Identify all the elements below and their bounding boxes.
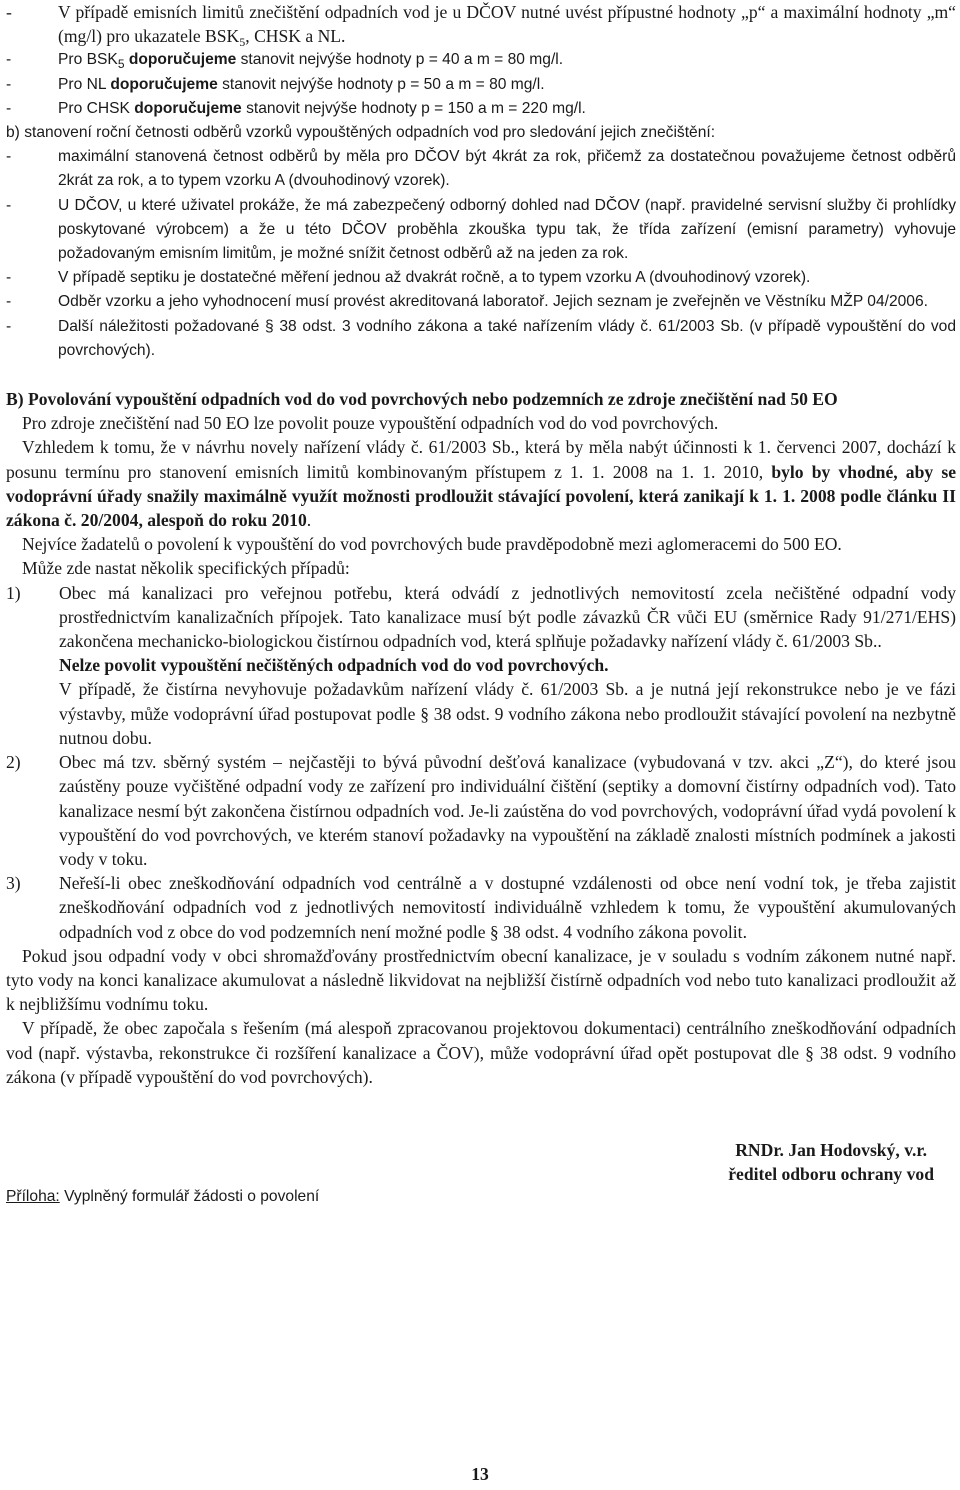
case-1-text: Obec má kanalizaci pro veřejnou potřebu, která odvádí z jednotlivých nemovitostí zcela nečištěné odpadní vody prostřednictvím kanalizačních přípojek. Tato kanalizace musí být podle závazků ČR vůči EU (směrnice Rady 91/271/EHS) zakončena mechanicko-biologickou čistírnou odpadních vod, která splňuje požadavky nařízení vlády č. 61/2003 Sb.. [59,582,956,652]
list-item [6,750,956,871]
bsk-recommendation: Pro $BSK_5$ doporučujeme stanovit nejvýše hodnoty p = 40 a m = 80 mg/l. [58,51,564,72]
list-item [6,48,956,72]
list-item [6,315,956,363]
list-item [6,0,956,48]
case-3-text: Neřeší-li obec zneškodňování odpadních vod centrálně a v dostupné vzdálenosti od obce není vodní tok, je třeba zajistit zneškodňování odpadních vod z jednotlivých nemovitostí individuálně vzhledem k tomu, že vypouštění akumulovaných odpadních vod z obce do vod podzemních není možné podle § 38 odst. 4 vodního zákona povolit. [59,873,956,942]
list-item [6,73,956,97]
requirements-text: Další náležitosti požadované § 38 odst. 3 vodního zákona a také nařízením vlády č. 61/2003 Sb. (v případě vypouštění do vod povrchových). [58,317,956,359]
bullet-dash: - [6,75,12,93]
list-item [6,871,956,944]
paragraph: Pro zdroje znečištění nad 50 EO lze povolit pouze vypouštění odpadních vod do vod povrchových. [22,413,719,434]
list-number: 2) [6,752,21,773]
bullet-dash: - [6,148,12,166]
page-number: 13 [471,1464,489,1484]
attachment-label: Příloha: [6,1188,60,1205]
document-page [6,0,956,1490]
spacer [6,363,956,387]
signatory-name: RNDr. Jan Hodovský, v.r. [735,1140,928,1160]
section-b-heading: b) stanovení roční četnosti odběrů vzorků vypouštěných odpadních vod pro sledování jejich znečištění: [6,124,716,142]
list-item [6,266,956,290]
section-B-title: B) Povolování vypouštění odpadních vod do vod povrchových nebo podzemních ze zdroje znečištění nad 50 EO [6,389,838,410]
chsk-recommendation: Pro CHSK doporučujeme stanovit nejvýše hodnoty p = 150 a m = 220 mg/l. [58,99,586,117]
list-item [6,290,956,314]
paragraph: Nejvíce žadatelů o povolení k vypouštění do vod povrchových bude pravděpodobně mezi aglomeracemi do 500 EO. [22,534,842,555]
case-1-bold: Nelze povolit vypouštění nečištěných odpadních vod do vod povrchových. [59,655,609,676]
list-item [6,194,956,267]
paragraph: Může zde nastat několik specifických případů: [22,558,350,579]
signatory-role: ředitel odboru ochrany vod [728,1164,934,1184]
list-item [6,145,956,193]
paragraph: Vzhledem k tomu, že v návrhu novely nařízení vlády č. 61/2003 Sb., která by měla nabýt účinnosti k 1. červenci 2007, dochází k posunu termínu pro stanovení emisních limitů kombinovaným přístupem z 1. 1. 2008 na 1. 1. 2010, bylo by vhodné, aby se vodoprávní úřady snažily maximálně využít možnosti prodloužit stávající povolení, která zanikají k 1. 1. 2008 podle článku II zákona č. 20/2004, alespoň do roku 2010. [6,437,957,531]
list-number: 1) [6,582,21,603]
septic-text: V případě septiku je dostatečné měření jednou až dvakrát ročně, a to typem vzorku A (dvouhodinový vzorek). [58,269,811,287]
list-item [6,97,956,121]
bullet-dash: - [6,99,12,117]
list-number: 3) [6,873,21,894]
supervision-text: U DČOV, u které uživatel prokáže, že má zabezpečený odborný dohled nad DČOV (např. pravidelné servisní služby či prohlídky poskytované výrobcem) a že u této DČOV proběhla zkouška typu tak, že třída zařízení (emisní parametry) vyhovuje požadovaným emisním limitům, je možné snížit četnost odběrů až na jeden za rok. [58,196,956,263]
attachment-note [6,1185,319,1209]
case-1-text-2: V případě, že čistírna nevyhovuje požadavkům nařízení vlády č. 61/2003 Sb. a je nutná její rekonstrukce nebo je ve fázi výstavby, může vodoprávní úřad postupovat podle § 38 odst. 9 vodního zákona nebo prodloužit stávající povolení na nezbytně nutnou dobu. [59,679,956,748]
paragraph: V případě, že obec započala s řešením (má alespoň zpracovanou projektovou dokumentaci) centrálního zneškodňování odpadních vod (např. výstavba, rekonstrukce či rozšíření kanalizace a ČOV), může vodoprávní úřad opět postupovat dle § 38 odst. 9 vodního zákona (v případě vypouštění do vod povrchových). [6,1018,956,1087]
bullet-dash: - [6,51,12,69]
laboratory-text: Odběr vzorku a jeho vyhodnocení musí provést akreditovaná laboratoř. Jejich seznam je zveřejněn ve Věstníku MŽP 04/2006. [58,293,928,311]
bullet-dash: - [6,317,12,335]
paragraph: Pokud jsou odpadní vody v obci shromažďovány prostřednictvím obecní kanalizace, je v souladu s vodním zákonem nutné např. tyto vody na konci kanalizace akumulovat a následně likvidovat na nejbližší čistírně odpadních vod nebo tuto kanalizaci prodloužit až k nejbližšímu vodnímu toku. [6,945,956,1015]
list-item [6,581,956,750]
nl-recommendation: Pro NL doporučujeme stanovit nejvýše hodnoty p = 50 a m = 80 mg/l. [58,75,545,93]
bullet-dash: - [6,196,12,214]
attachment-text: Vyplněný formulář žádosti o povolení [64,1188,320,1205]
bullet-dash: - [6,269,12,287]
emission-limits-text: V případě emisních limitů znečištění odpadních vod je u DČOV nutné uvést přípustné hodnoty „p“ a maximální hodnoty „m“ (mg/l) pro ukazatele $BSK_5$, CHSK a NL. [58,2,956,50]
frequency-text: maximální stanovená četnost odběrů by měla pro DČOV být 4krát za rok, přičemž za dostatečnou považujeme četnost odběrů 2krát za rok, a to typem vzorku A (dvouhodinový vzorek). [58,148,956,190]
case-2-text: Obec má tzv. sběrný systém – nejčastěji to bývá původní dešťová kanalizace (vybudovaná v tzv. akci „Z“), do které jsou zaústěny pouze vyčištěné odpadní vody ze zařízení pro individuální čištění (septiky a domovní čistírny odpadních vod). Tato kanalizace nesmí být zakončena čistírnou odpadních vod. Je-li zaústěna do vod povrchových, vodoprávní úřad vydá povolení k vypouštění do vod povrchových, ve kterém stanoví požadavky na vypouštění na základě znalosti místních podmínek a jakosti vody v toku. [59,752,956,869]
bullet-dash: - [6,293,12,311]
bullet-dash: - [6,2,12,22]
